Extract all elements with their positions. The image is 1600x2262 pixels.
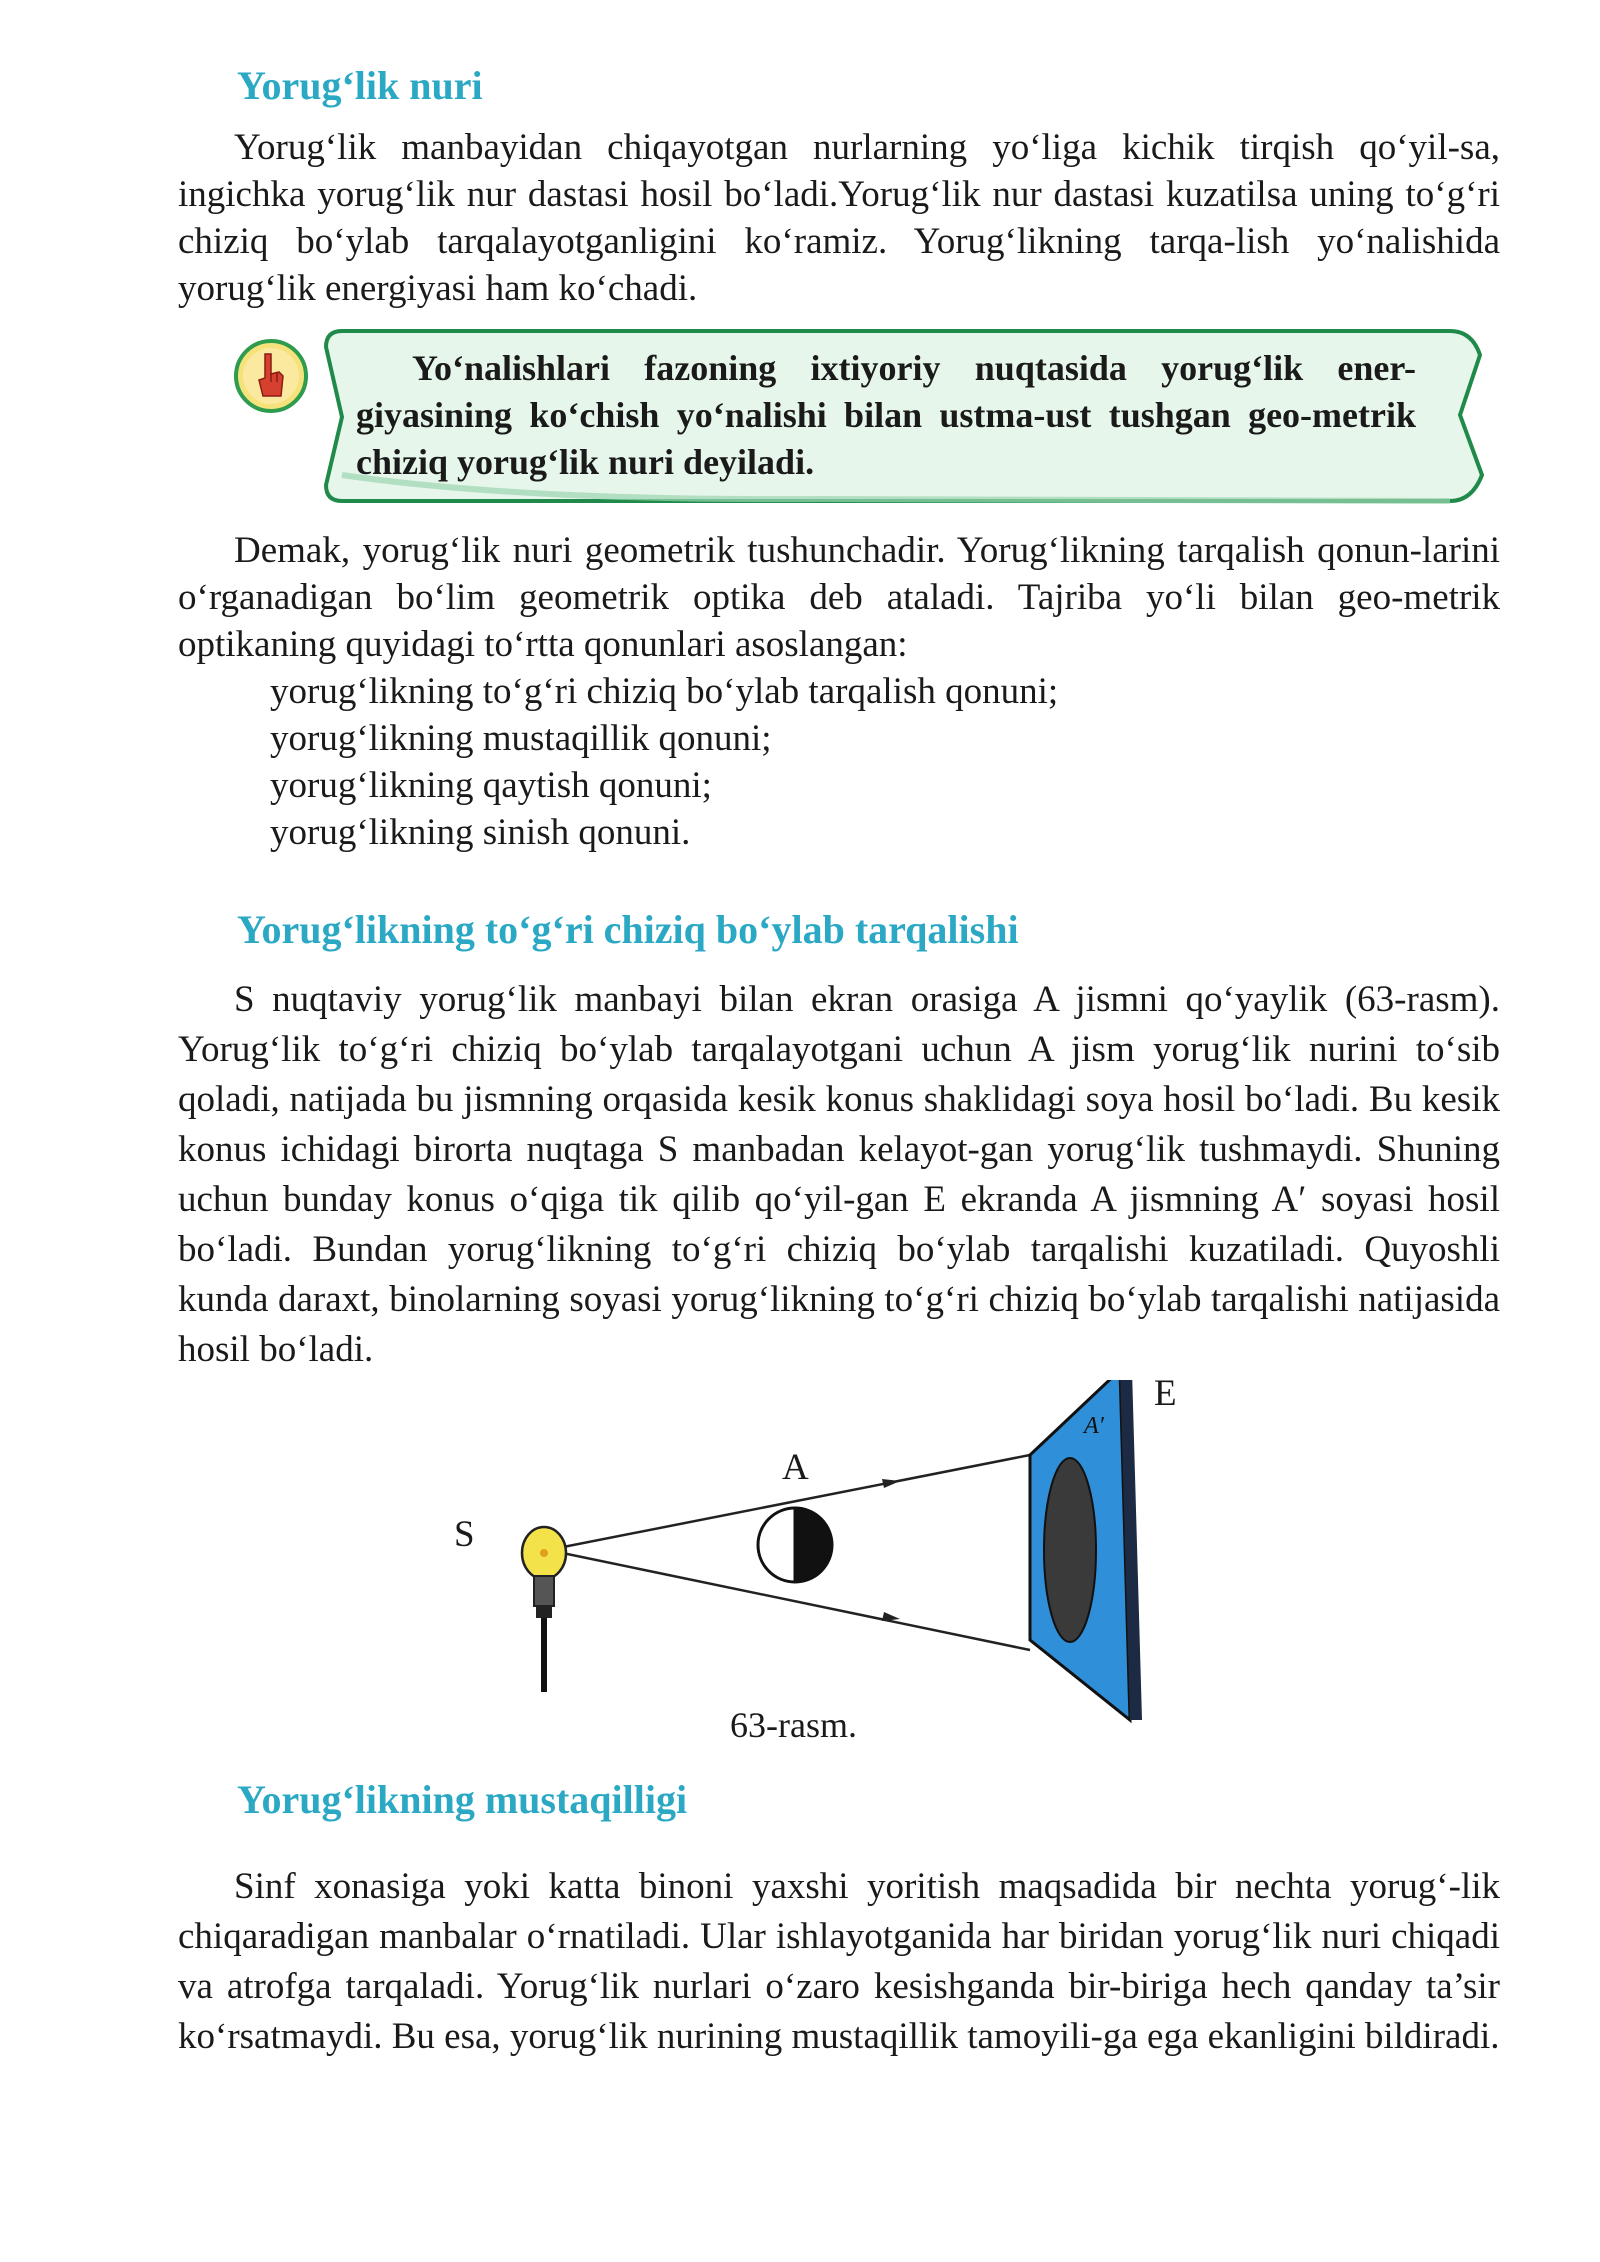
rectilinear-paragraph-text: S nuqtaviy yorug‘lik manbayi bilan ekran orasiga A jismni qo‘yaylik (63-rasm). Yorug‘lik to‘g‘ri chiziq bo‘ylab tarqalayotgani uchun A jism yorug‘lik nurini to‘sib qoladi, natijada bu jismning orqasida kesik konus shaklidagi soya hosil bo‘ladi. Bu kesik konus ichidagi birorta nuqtaga S manbadan kelayot-gan yorug‘lik tushmaydi. Shuning uchun bunday konus o‘qiga tik qilib qo‘yil-gan E ekranda A jismning A′ soyasi hosil bo‘ladi. Bundan yorug‘likning to‘g‘ri chiziq bo‘ylab tarqalishi kuzatiladi. Quyoshli kunda daraxt, binolarning soyasi yorug‘likning to‘g‘ri chiziq bo‘ylab tarqalishi natijasida hosil bo‘ladi. (178, 979, 1500, 1370)
independence-paragraph-text: Sinf xonasiga yoki katta binoni yaxshi yoritish maqsadida bir nechta yorug‘-lik chiqaradigan manbalar o‘rnatiladi. Ular ishlayotganida har biridan yorug‘lik nuri chiqadi va atrofga tarqaladi. Yorug‘lik nurlari o‘zaro kesishganda bir-biriga hech qanday ta’sir ko‘rsatmaydi. Bu esa, yorug‘lik nurining mustaqillik tamoyili-ga ega ekanligini bildiradi. (178, 1866, 1500, 2057)
label-e: E (1154, 1373, 1177, 1414)
list-item: yorug‘likning qaytish qonuni; (270, 765, 712, 806)
independence-paragraph (178, 1862, 1500, 2062)
definition-box (320, 325, 1488, 507)
figure-caption: 63-rasm. (730, 1705, 857, 1745)
pointing-hand-icon (233, 338, 309, 414)
section-heading-rectilinear: Yorug‘likning to‘g‘ri chiziq bo‘ylab tarqalishi (237, 907, 1019, 952)
rectilinear-paragraph (178, 975, 1500, 1375)
intro-paragraph (178, 124, 1500, 312)
figure-63-diagram (430, 1380, 1230, 1750)
list-item: yorug‘likning to‘g‘ri chiziq bo‘ylab tarqalish qonuni; (270, 671, 1059, 712)
list-item: yorug‘likning mustaqillik qonuni; (270, 718, 772, 759)
label-a: A (782, 1447, 809, 1488)
optics-paragraph-text: Demak, yorug‘lik nuri geometrik tushunchadir. Yorug‘likning tarqalish qonun-larini o‘rganadigan bo‘lim geometrik optika deb ataladi. Tajriba yo‘li bilan geo-metrik optikaning quyidagi to‘rtta qonunlari asoslangan: (178, 530, 1500, 665)
definition-text (356, 345, 1416, 486)
optics-paragraph (178, 527, 1500, 668)
intro-paragraph-text: Yorug‘lik manbayidan chiqayotgan nurlarning yo‘liga kichik tirqish qo‘yil-sa, ingichka yorug‘lik nur dastasi hosil bo‘ladi.Yorug‘lik nur dastasi kuzatilsa uning to‘g‘ri chiziq bo‘ylab tarqalayotganligini ko‘ramiz. Yorug‘likning tarqa-lish yo‘nalishida yorug‘lik energiyasi ham ko‘chadi. (178, 127, 1500, 309)
section-heading-light-ray: Yorug‘lik nuri (237, 63, 483, 108)
label-s: S (454, 1514, 475, 1555)
section-heading-independence: Yorug‘likning mustaqilligi (237, 1777, 688, 1822)
label-a-prime: A′ (1084, 1413, 1104, 1439)
laws-list (270, 668, 1470, 856)
list-item: yorug‘likning sinish qonuni. (270, 812, 691, 853)
light-bulb-icon (522, 1527, 566, 1692)
figure-63 (430, 1373, 1230, 1750)
definition-paragraph: Yo‘nalishlari fazoning ixtiyoriy nuqtasida yorug‘lik ener-giyasining ko‘chish yo‘nalishi bilan ustma-ust tushgan geo-metrik chiziq yorug‘lik nuri deyiladi. (356, 348, 1416, 482)
shadow-a-prime (1044, 1458, 1096, 1642)
